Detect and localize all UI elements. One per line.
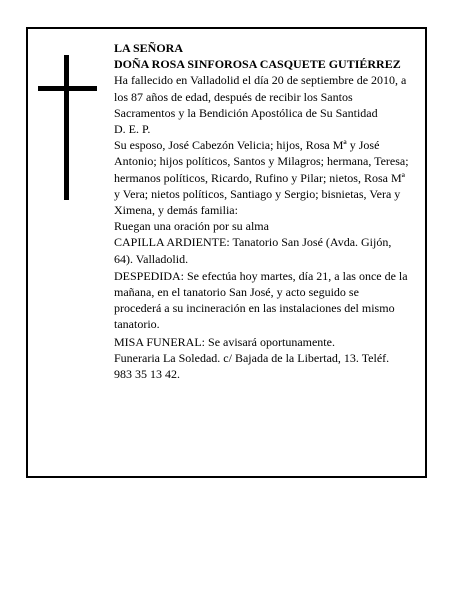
funeral-home-info: Funeraria La Soledad. c/ Bajada de la Libertad, 13. Teléf. 983 35 13 42. (114, 350, 390, 382)
family-list: Su esposo, José Cabezón Velicia; hijos, Rosa Mª y José Antonio; hijos políticos, Santos y Milagros; hermana, Teresa; hermanos políticos, Ricardo, Rufino y Pilar; nietos, Rosa Mª y Vera; nietos políticos, Santiago y Sergio; bisnietas, Vera y Ximena, y demás familia: (114, 138, 409, 218)
obituary-text (114, 40, 409, 382)
deceased-name: DOÑA ROSA SINFOROSA CASQUETE GUTIÉRREZ (114, 57, 401, 72)
chapel-info: CAPILLA ARDIENTE: Tanatorio San José (Avda. Gijón, 64). Valladolid. (114, 235, 392, 266)
death-statement: Ha fallecido en Valladolid el día 20 de septiembre de 2010, a los 87 años de edad, después de recibir los Santos Sacramentos y la Bendición Apostólica de Su Santidad (114, 73, 407, 120)
cross-horizontal-bar (38, 86, 97, 91)
farewell-info: DESPEDIDA: Se efectúa hoy martes, día 21, a las once de la mañana, en el tanatorio San José, y acto seguido se procederá a su incineración en las instalaciones del mismo tanatorio. (114, 268, 408, 332)
rip-line: D. E. P. (114, 122, 151, 137)
funeral-mass-info: MISA FUNERAL: Se avisará oportunamente. (114, 334, 335, 349)
prayer-request: Ruegan una oración por su alma (114, 219, 269, 234)
cross-vertical-bar (64, 55, 69, 200)
latin-cross-icon (38, 55, 98, 200)
title-line: LA SEÑORA (114, 41, 184, 55)
obituary-notice (26, 27, 427, 478)
